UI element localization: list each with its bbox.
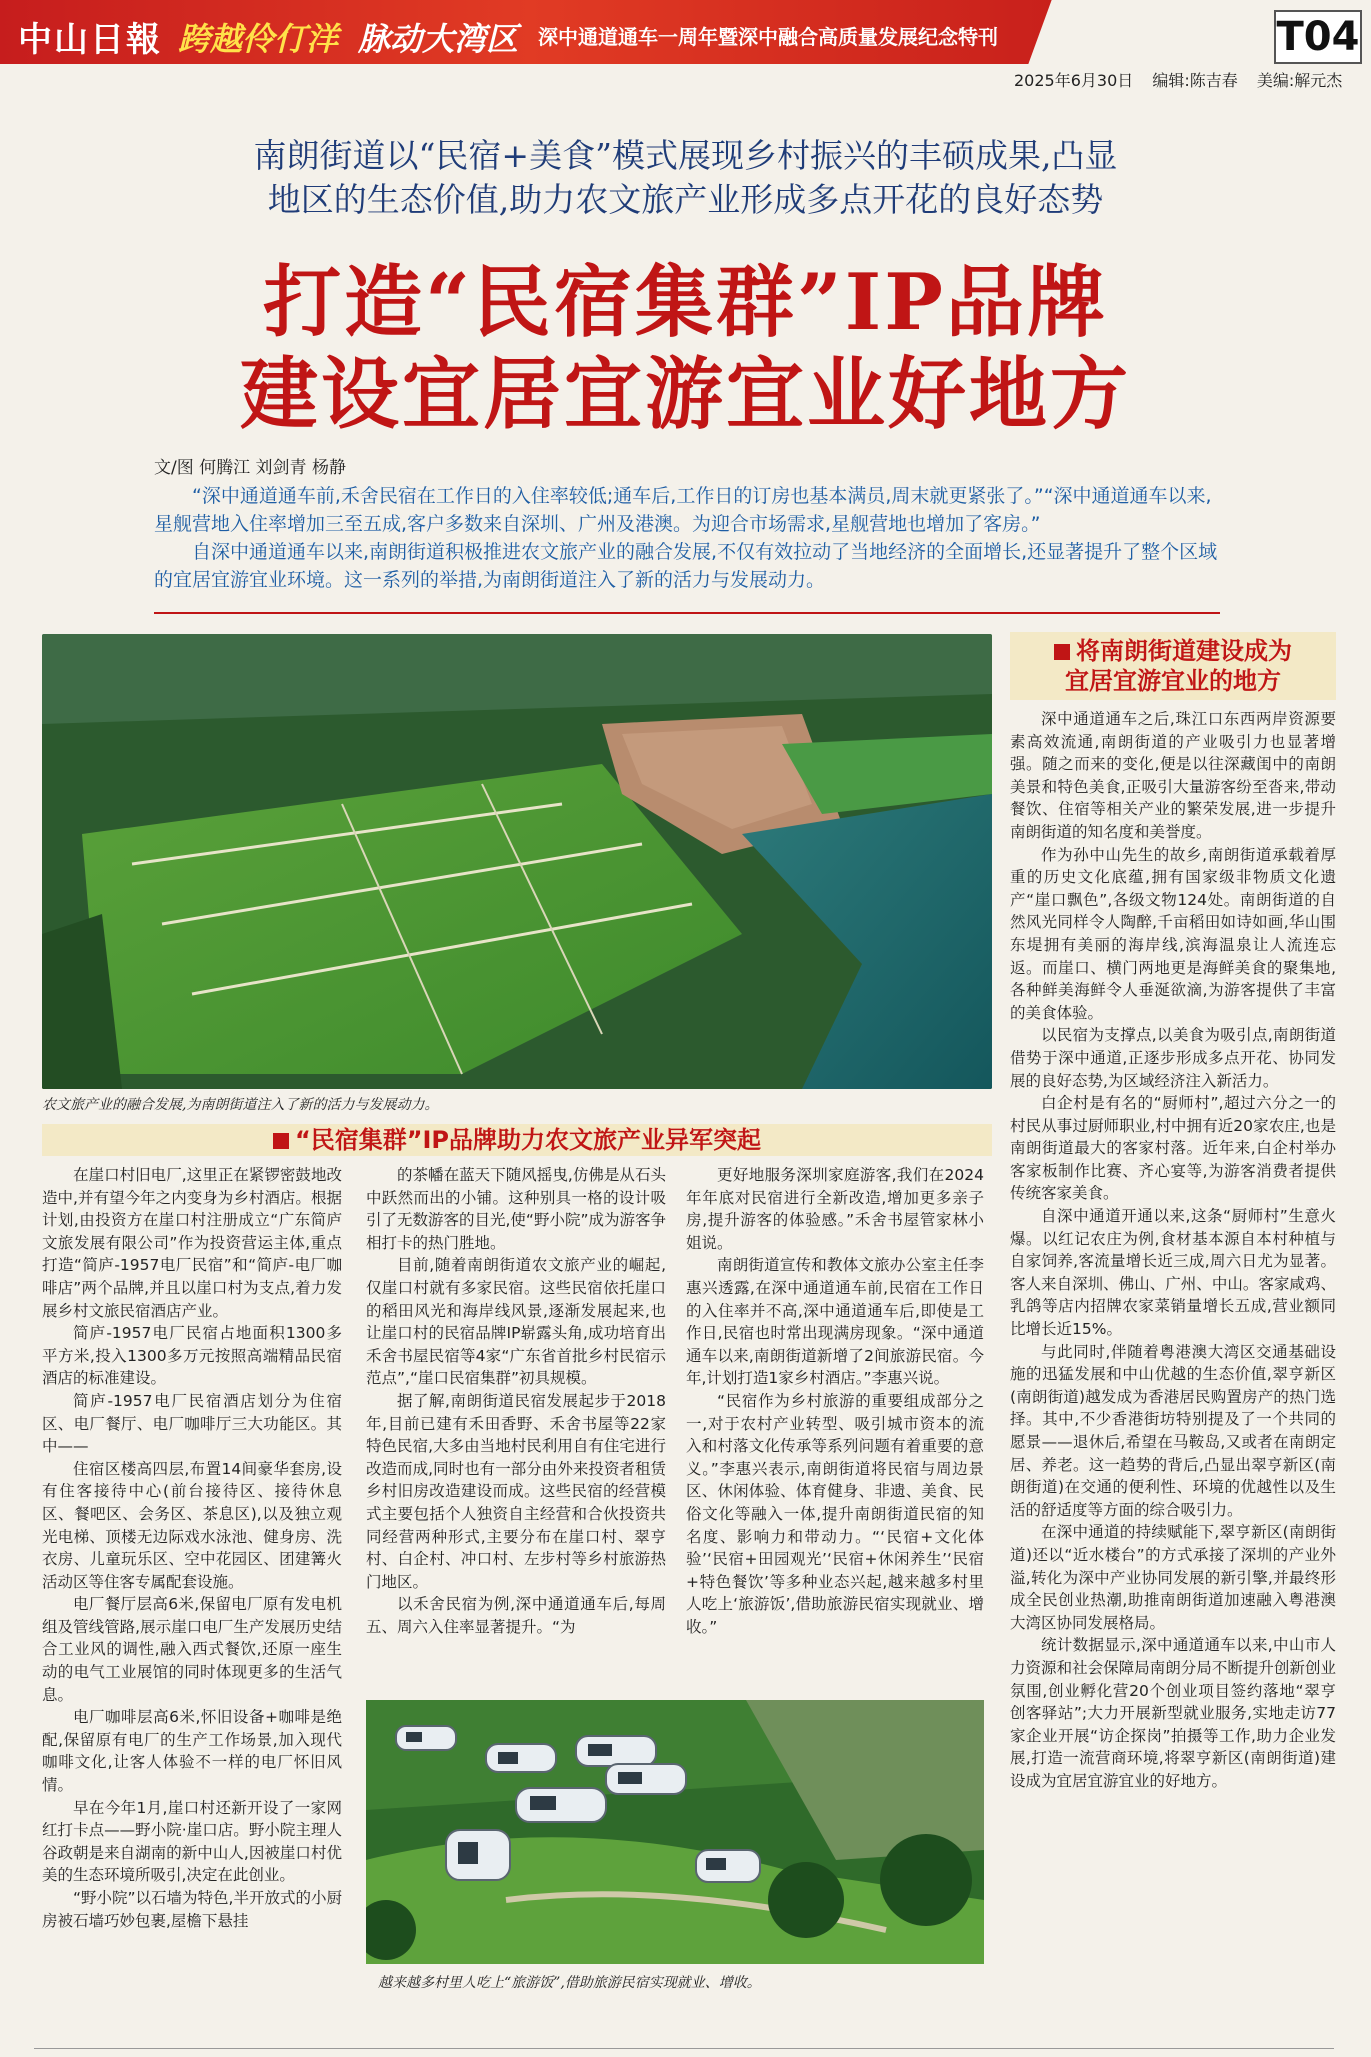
photo1-caption: 农文旅产业的融合发展,为南朗街道注入了新的活力与发展动力。 [42, 1097, 439, 1113]
paragraph: 白企村是有名的“厨师村”,超过六分之一的村民从事过厨师职业,村中拥有近20家农庄,也是南朗街道最大的客家村落。近年来,白企村举办客家板制作比赛、齐心宴等,为游客消费者提供传统客家美食。 [1010, 1094, 1336, 1203]
byline: 文/图 何腾江 刘剑青 杨静 [154, 458, 346, 478]
page-code: T04 [1274, 10, 1362, 64]
section2-heading [1010, 632, 1336, 700]
section1-column1 [42, 1164, 342, 1932]
section1-column3 [686, 1164, 984, 1638]
edition-meta [1000, 68, 1342, 91]
paragraph: 自深中通道开通以来,这条“厨师村”生意火爆。以红记农庄为例,食材基本源自本村种植与自家饲养,客流量增长近三成,周六日尤为显著。客人来自深圳、佛山、广州、中山。客家咸鸡、乳鸽等店内招牌农家菜销量增长五成,营业额同比增长近15%。 [1010, 1207, 1336, 1339]
title-line2: 建设宜居宜游宜业好地方 [239, 349, 1131, 440]
section1-column2 [366, 1164, 666, 1638]
lead-paragraphs [154, 482, 1220, 594]
slogan-part1: 跨越伶仃洋 [178, 20, 339, 58]
paragraph: 简庐-1957电厂民宿酒店划分为住宿区、电厂餐厅、电厂咖啡厅三大功能区。其中—— [42, 1391, 342, 1456]
paragraph: 统计数据显示,深中通道通车以来,中山市人力资源和社会保障局南朗分局不断提升创新创业氛围,创业孵化营20个创业项目签约落地“翠亨创客驿站”;大力开展新型就业服务,实地走访77家企业开展“访企探岗”拍摄等工作,助力企业发展,打造一流营商环境,将翠亨新区(南朗街道)建设成为宜居宜游宜业的好地方。 [1010, 1636, 1336, 1790]
lead-divider [154, 612, 1220, 614]
paragraph: 早在今年1月,崖口村还新开设了一家网红打卡点——野小院·崖口店。野小院主理人谷政朝是来自湖南的新中山人,因被崖口村优美的生态环境所吸引,决定在此创业。 [42, 1798, 342, 1885]
designer-credit: 美编:解元杰 [1256, 71, 1343, 90]
paragraph: 以禾舍民宿为例,深中通道通车后,每周五、周六入住率显著提升。“为 [366, 1595, 666, 1636]
section-marker-icon [273, 1133, 289, 1149]
paragraph: 电厂餐厅层高6米,保留电厂原有发电机组及管线管路,展示崖口电厂生产发展历史结合工业风的调性,融入西式餐饮,还原一座生动的电气工业展馆的同时体现更多的生活气息。 [42, 1595, 342, 1704]
title-line1: 打造“民宿集群”IP品牌 [263, 257, 1108, 348]
lead-paragraph: 自深中通道通车以来,南朗街道积极推进农文旅产业的融合发展,不仅有效拉动了当地经济的全面增长,还显著提升了整个区域的宜居宜游宜业环境。这一系列的举措,为南朗街道注入了新的活力与发展动力。 [154, 541, 1218, 591]
subheadline-line1: 南朗街道以“民宿+美食”模式展现乡村振兴的丰硕成果,凸显 [253, 136, 1118, 175]
section1-heading [42, 1124, 992, 1156]
section-marker-icon [1054, 644, 1070, 660]
paragraph: 简庐-1957电厂民宿占地面积1300多平方米,投入1300多万元按照高端精品民宿酒店的标准建设。 [42, 1324, 342, 1388]
paragraph: 作为孙中山先生的故乡,南朗街道承载着厚重的历史文化底蕴,拥有国家级非物质文化遗产“崖口飘色”,各级文物124处。南朗街道的自然风光同样令人陶醉,千亩稻田如诗如画,华山围东堤拥有美丽的海岸线,滨海温泉让人流连忘返。而崖口、横门两地更是海鲜美食的聚集地,各种鲜美海鲜令人垂涎欲滴,为游客提供了丰富的美食体验。 [1010, 845, 1336, 1022]
aerial-farmland-photo [42, 634, 992, 1089]
subheadline-line2: 地区的生态价值,助力农文旅产业形成多点开花的良好态势 [267, 180, 1104, 219]
lead-paragraph: “深中通道通车前,禾舍民宿在工作日的入住率较低;通车后,工作日的订房也基本满员,周末就更紧张了。”“深中通道通车以来,星舰营地入住率增加三至五成,客户多数来自深圳、广州及港澳。为迎合市场需求,星舰营地也增加了客房。” [154, 485, 1212, 535]
issue-date: 2025年6月30日 [1014, 71, 1134, 90]
special-issue-title: 深中通道通车一周年暨深中融合高质量发展纪念特刊 [538, 25, 998, 49]
photo2-caption: 越来越多村里人吃上“旅游饭”,借助旅游民宿实现就业、增收。 [378, 1975, 761, 1991]
paragraph: 南朗街道宣传和教体文旅办公室主任李惠兴透露,在深中通道通车前,民宿在工作日的入住率并不高,深中通道通车后,即使是工作日,民宿也时常出现满房现象。“深中通道通车以来,南朗街道新增了2间旅游民宿。今年,计划打造1家乡村酒店。”李惠兴说。 [686, 1256, 984, 1388]
paragraph: 据了解,南朗街道民宿发展起步于2018年,目前已建有禾田香野、禾舍书屋等22家特色民宿,大多由当地村民利用自有住宅进行改造而成,同时也有一部分由外来投资者租赁乡村旧房改造建设而成。这些民宿的经营模式主要包括个人独资自主经营和合伙投资共同经营两种形式,主要分布在崖口村、翠亨村、白企村、冲口村、左步村等乡村旅游热门地区。 [366, 1391, 666, 1591]
section2-column [1010, 708, 1336, 1793]
paragraph: 住宿区楼高四层,布置14间豪华套房,设有住客接待中心(前台接待区、接待休息区、餐吧区、会务区、茶息区),以及独立观光电梯、顶楼无边际戏水泳池、健身房、洗衣房、儿童玩乐区、空中花园区、团建篝火活动区等住客专属配套设施。 [42, 1459, 342, 1591]
section2-heading-line1: 将南朗街道建设成为 [1076, 637, 1292, 665]
paragraph: 与此同时,伴随着粤港澳大湾区交通基础设施的迅猛发展和中山优越的生态价值,翠亨新区(南朗街道)越发成为香港居民购置房产的热门选择。其中,不少香港街坊特别提及了一个共同的愿景——退休后,希望在马鞍岛,又或者在南朗定居、养老。这一趋势的背后,凸显出翠亨新区(南朗街道)在交通的便利性、环境的优越性以及生活的舒适度等方面的综合吸引力。 [1010, 1342, 1336, 1519]
paragraph: 目前,随着南朗街道农文旅产业的崛起,仅崖口村就有多家民宿。这些民宿依托崖口的稻田风光和海岸线风景,逐渐发展起来,也让崖口村的民宿品牌IP崭露头角,成功培育出禾舍书屋民宿等4家“广东省首批乡村民宿示范点”,“崖口民宿集群”初具规模。 [366, 1256, 666, 1388]
section1-heading-text: “民宿集群”IP品牌助力农文旅产业异军突起 [294, 1126, 762, 1154]
paragraph: 深中通道通车之后,珠江口东西两岸资源要素高效流通,南朗街道的产业吸引力也显著增强。随之而来的变化,便是以往深藏闺中的南朗美景和特色美食,正吸引大量游客纷至沓来,带动餐饮、住宿等相关产业的繁荣发展,进一步提升南朗街道的知名度和美誉度。 [1010, 710, 1336, 841]
paragraph: 在崖口村旧电厂,这里正在紧锣密鼓地改造中,并有望今年之内变身为乡村酒店。根据计划,由投资方在崖口村注册成立“广东简庐文旅发展有限公司”作为投资营运主体,重点打造“简庐-1957电厂民宿”和“简庐-电厂咖啡店”两个品牌,并且以崖口村为支点,着力发展乡村文旅民宿酒店产业。 [42, 1166, 342, 1320]
section2-heading-line1-wrap [1010, 636, 1336, 666]
paragraph: 更好地服务深圳家庭游客,我们在2024年年底对民宿进行全新改造,增加更多亲子房,提升游客的体验感。”禾舍书屋管家林小姐说。 [686, 1166, 984, 1252]
editor-credit: 编辑:陈吉春 [1152, 71, 1238, 90]
section2-heading-line2: 宜居宜游宜业的地方 [1065, 667, 1281, 695]
paper-name: 中山日報 [18, 20, 162, 60]
paragraph: “野小院”以石墙为特色,半开放式的小厨房被石墙巧妙包裹,屋檐下悬挂 [42, 1889, 342, 1930]
paragraph: 的茶幡在蓝天下随风摇曳,仿佛是从石头中跃然而出的小铺。这种别具一格的设计吸引了无数游客的目光,使“野小院”成为游客争相打卡的热门胜地。 [366, 1166, 666, 1252]
paragraph: 在深中通道的持续赋能下,翠亨新区(南朗街道)还以“近水楼台”的方式承接了深圳的产业外溢,转化为深中产业协同发展的新引擎,并最终形成全民创业热潮,助推南朗街道加速融入粤港澳大湾区协同发展格局。 [1010, 1523, 1336, 1632]
paragraph: 以民宿为支撑点,以美食为吸引点,南朗街道借势于深中通道,正逐步形成多点开花、协同发展的良好态势,为区域经济注入新活力。 [1010, 1026, 1336, 1090]
bottom-rule [34, 2048, 1334, 2049]
slogan-part2: 脉动大湾区 [358, 20, 519, 58]
capsule-cabins-photo [366, 1700, 984, 1964]
paragraph: “民宿作为乡村旅游的重要组成部分之一,对于农村产业转型、吸引城市资本的流入和村落文化传承等系列问题有着重要的意义。”李惠兴表示,南朗街道将民宿与周边景区、休闲体验、体育健身、非遗、美食、民俗文化等融入一体,提升南朗街道民宿的知名度、影响力和带动力。“‘民宿+文化体验’‘民宿+田园观光’‘民宿+休闲养生’‘民宿+特色餐饮’等多种业态兴起,越来越多村里人吃上‘旅游饭’,借助旅游民宿实现就业、增收。” [686, 1391, 984, 1636]
paragraph: 电厂咖啡层高6米,怀旧设备+咖啡是绝配,保留原有电厂的生产工作场景,加入现代咖啡文化,让客人体验不一样的电厂怀旧风情。 [42, 1708, 342, 1795]
